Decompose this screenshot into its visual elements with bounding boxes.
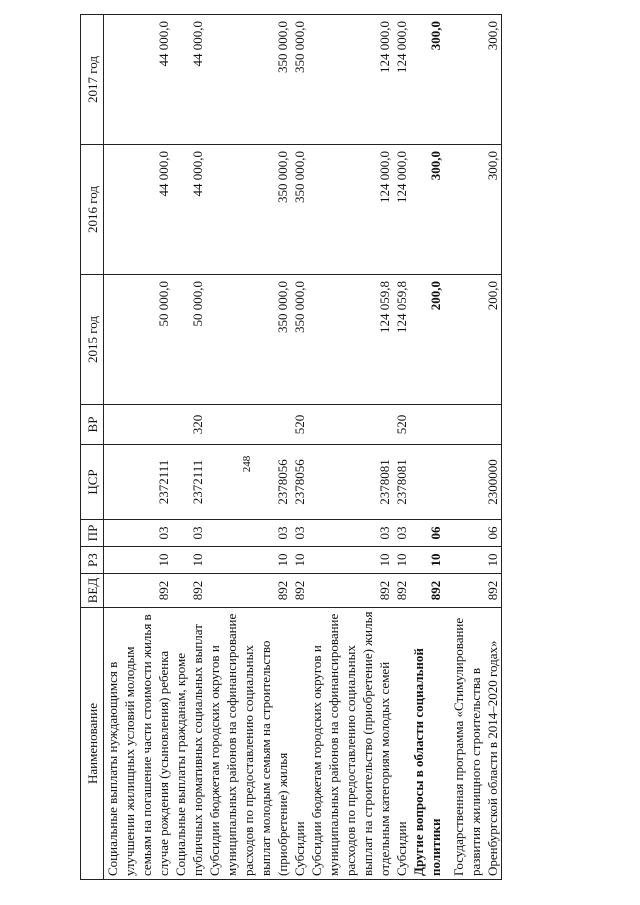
header-rz: РЗ bbox=[81, 547, 104, 574]
row-ved: 892 bbox=[206, 574, 291, 608]
row-ved: 892 bbox=[410, 574, 444, 608]
row-2016: 350 000,0 bbox=[206, 145, 291, 275]
row-pr: 03 bbox=[291, 520, 308, 547]
header-vr: ВР bbox=[81, 405, 104, 445]
row-2017: 350 000,0 bbox=[291, 15, 308, 145]
row-2017: 44 000,0 bbox=[104, 15, 173, 145]
row-ved: 892 bbox=[450, 574, 502, 608]
row-csr: 2378081 bbox=[308, 445, 393, 520]
table-row bbox=[308, 15, 393, 880]
row-2016: 350 000,0 bbox=[291, 145, 308, 275]
row-vr bbox=[104, 405, 173, 445]
row-pr: 03 bbox=[104, 520, 173, 547]
row-name: Субсидии bbox=[291, 608, 308, 880]
row-vr: 520 bbox=[393, 405, 410, 445]
row-rz: 10 bbox=[308, 547, 393, 574]
row-2017: 44 000,0 bbox=[172, 15, 206, 145]
page-number: 248 bbox=[241, 455, 253, 473]
row-vr bbox=[308, 405, 393, 445]
row-pr: 03 bbox=[393, 520, 410, 547]
row-2016: 300,0 bbox=[450, 145, 502, 275]
row-2015: 200,0 bbox=[410, 275, 444, 405]
row-pr: 06 bbox=[410, 520, 444, 547]
row-2015: 350 000,0 bbox=[206, 275, 291, 405]
row-2017: 350 000,0 bbox=[206, 15, 291, 145]
row-rz: 10 bbox=[450, 547, 502, 574]
header-2016: 2016 год bbox=[81, 145, 104, 275]
table-header bbox=[81, 15, 104, 880]
row-name: Субсидии bbox=[393, 608, 410, 880]
row-vr bbox=[206, 405, 291, 445]
row-2016: 300,0 bbox=[410, 145, 444, 275]
row-2015: 200,0 bbox=[450, 275, 502, 405]
row-ved: 892 bbox=[393, 574, 410, 608]
row-2016: 124 000,0 bbox=[393, 145, 410, 275]
header-pr: ПР bbox=[81, 520, 104, 547]
row-2017: 124 000,0 bbox=[308, 15, 393, 145]
row-2015: 50 000,0 bbox=[104, 275, 173, 405]
row-name: Социальные выплаты гражданам, кроме публичных нормативных социальных выплат bbox=[172, 608, 206, 880]
row-rz: 10 bbox=[291, 547, 308, 574]
row-vr bbox=[450, 405, 502, 445]
table-row bbox=[172, 15, 206, 880]
budget-table bbox=[80, 14, 502, 880]
row-2016: 44 000,0 bbox=[104, 145, 173, 275]
row-rz: 10 bbox=[206, 547, 291, 574]
row-vr bbox=[410, 405, 444, 445]
row-csr: 2378081 bbox=[393, 445, 410, 520]
row-rz: 10 bbox=[393, 547, 410, 574]
row-rz: 10 bbox=[104, 547, 173, 574]
row-ved: 892 bbox=[291, 574, 308, 608]
table-row bbox=[206, 15, 291, 880]
table-row bbox=[393, 15, 410, 880]
row-2017: 124 000,0 bbox=[393, 15, 410, 145]
row-csr: 2378056 bbox=[291, 445, 308, 520]
row-csr: 2300000 bbox=[450, 445, 502, 520]
row-2017: 300,0 bbox=[450, 15, 502, 145]
table-row bbox=[450, 15, 502, 880]
row-2017: 300,0 bbox=[410, 15, 444, 145]
row-2015: 350 000,0 bbox=[291, 275, 308, 405]
row-ved: 892 bbox=[172, 574, 206, 608]
row-csr bbox=[410, 445, 444, 520]
row-rz: 10 bbox=[172, 547, 206, 574]
row-csr: 2372111 bbox=[172, 445, 206, 520]
row-2015: 124 059,8 bbox=[393, 275, 410, 405]
row-pr: 03 bbox=[308, 520, 393, 547]
row-rz: 10 bbox=[410, 547, 444, 574]
rotated-page bbox=[80, 15, 610, 880]
row-csr: 2372111 bbox=[104, 445, 173, 520]
table-row-section bbox=[410, 15, 444, 880]
row-pr: 03 bbox=[206, 520, 291, 547]
row-pr: 03 bbox=[172, 520, 206, 547]
row-csr: 2378056 bbox=[206, 445, 291, 520]
row-ved: 892 bbox=[104, 574, 173, 608]
row-2015: 124 059,8 bbox=[308, 275, 393, 405]
row-name: Субсидии бюджетам городских округов и муниципальных районов на софинансирование расходов по предоставлению социальных выплат молодым семьям на строительство (приобретение) жилья bbox=[206, 608, 291, 880]
header-ved: ВЕД bbox=[81, 574, 104, 608]
row-name: Другие вопросы в области социальной политики bbox=[410, 608, 444, 880]
row-pr: 06 bbox=[450, 520, 502, 547]
table-row bbox=[104, 15, 173, 880]
header-2015: 2015 год bbox=[81, 275, 104, 405]
row-name: Социальные выплаты нуждающимся в улучшении жилищных условий молодым семьям на погашение части стоимости жилья в случае рождения (усыновления) ребенка bbox=[104, 608, 173, 880]
row-2015: 50 000,0 bbox=[172, 275, 206, 405]
row-2016: 124 000,0 bbox=[308, 145, 393, 275]
row-ved: 892 bbox=[308, 574, 393, 608]
table-row bbox=[291, 15, 308, 880]
header-name: Наименование bbox=[81, 608, 104, 880]
row-name: Государственная программа «Стимулирование развития жилищного строительства в Оренбургской области в 2014–2020 годах» bbox=[450, 608, 502, 880]
row-name: Субсидии бюджетам городских округов и муниципальных районов на софинансирование расходов по предоставлению социальных выплат на строительство (приобретение) жилья отдельным категориям молодых семей bbox=[308, 608, 393, 880]
row-2016: 44 000,0 bbox=[172, 145, 206, 275]
row-vr: 320 bbox=[172, 405, 206, 445]
header-csr: ЦСР bbox=[81, 445, 104, 520]
header-2017: 2017 год bbox=[81, 15, 104, 145]
row-vr: 520 bbox=[291, 405, 308, 445]
